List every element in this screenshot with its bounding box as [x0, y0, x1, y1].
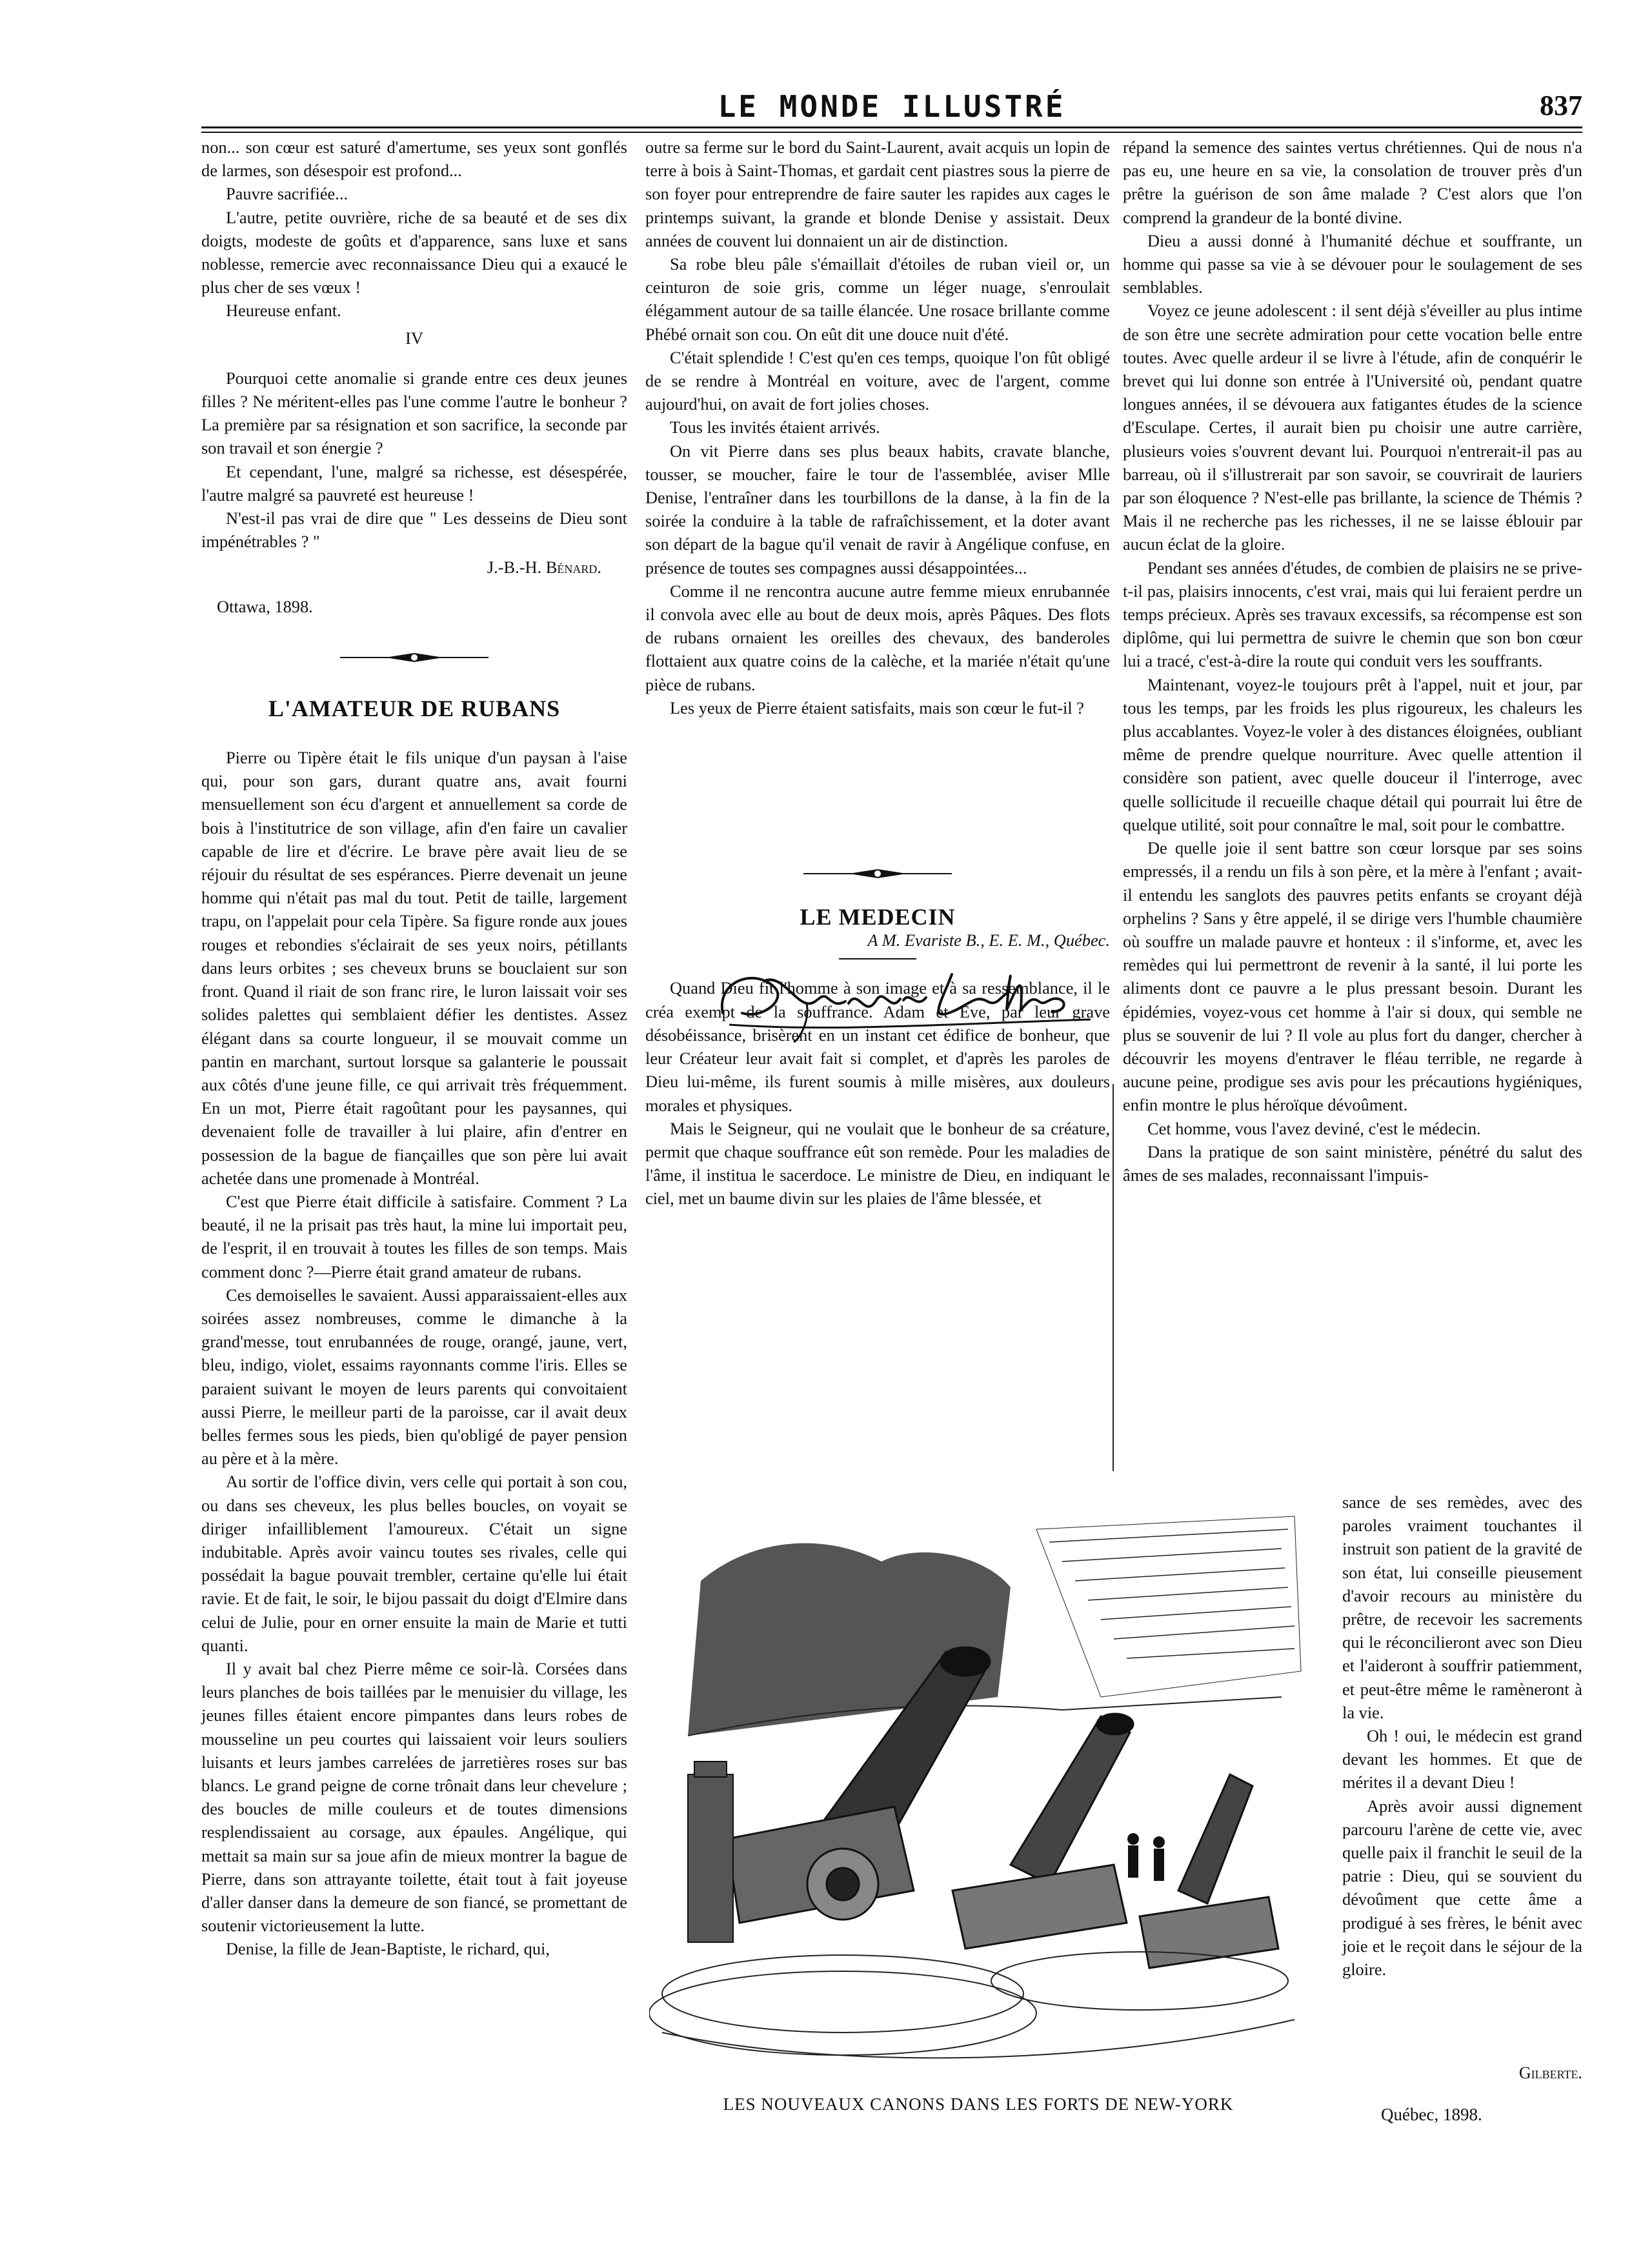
paragraph: non... son cœur est saturé d'amertume, ses yeux sont gonflés de larmes, son désespoir est profond... [201, 137, 627, 181]
paragraph: Dieu a aussi donné à l'humanité déchue et souffrante, un homme qui passe sa vie à se dévouer pour le soulagement de ses semblables. [1123, 230, 1582, 297]
page-number: 837 [1540, 90, 1582, 121]
paragraph: Sa robe bleu pâle s'émaillait d'étoiles de ruban vieil or, un ceinturon de soie gris, comme un léger nuage, s'enroulait élégamment autour de sa taille élancée. Une rosace brillante comme Phébé ornait son cou. On eût dit une douce nuit d'été. [645, 254, 1110, 344]
paragraph: Mais le Seigneur, qui ne voulait que le bonheur de sa créature, permit que chaque souffrance eût son remède. Pour les maladies de l'âme, il institua le sacerdoce. Le ministre de Dieu, en indiquant le ciel, met un baume divin sur les plaies de l'âme blessée, et [645, 1118, 1110, 1209]
section-title: L'AMATEUR DE RUBANS [268, 695, 561, 721]
cannon-engraving-icon [649, 1503, 1307, 2084]
paragraph: Oh ! oui, le médecin est grand devant les hommes. Et que de mérites il a devant Dieu ! [1342, 1726, 1582, 1792]
column-2 [645, 136, 1110, 1210]
paragraph: Dans la pratique de son saint ministère, pénétré du salut des âmes de ses malades, reconnaissant l'impuis- [1123, 1141, 1582, 1185]
header-rule-thick [201, 126, 1582, 128]
paragraph: Quand Dieu fit l'homme à son image et à sa ressemblance, il le créa exempt de la souffrance. Adam et Eve, par leur grave désobéissance, brisèrent en un instant cet édifice de bonheur, que leur Créateur leur avait fait si complet, et d'après les paroles de Dieu lui-même, ils furent soumis à mille misères, aux douleurs morales et physiques. [645, 978, 1110, 1115]
illustration-caption: LES NOUVEAUX CANONS DANS LES FORTS DE NEW-YORK [723, 2094, 1234, 2114]
paragraph: Après avoir aussi dignement parcouru l'arène de cette vie, avec quelle paix il franchit le seuil de la patrie : Dieu, qui se souvient du dévoûment que cette âme a prodigué à ses frères, le bénit avec joie et le reçoit dans le séjour de la gloire. [1342, 1796, 1582, 1980]
paragraph: Maintenant, voyez-le toujours prêt à l'appel, nuit et jour, par tous les temps, par les froids les plus rigoureux, les chaleurs les plus accablantes. Voyez-le voler à des distances éloignées, oubliant même de prendre quelque nourriture. Avec quelle attention il considère son patient, avec quelle douceur il l'interroge, avec quelle sollicitude il recueille chaque détail qui pourrait lui être de quelque utilité, soit pour connaître le mal, soit pour le combattre. [1123, 674, 1582, 834]
paragraph: Pauvre sacrifiée... [226, 184, 348, 204]
autograph-signature-icon [703, 942, 1103, 1045]
page-header [201, 89, 1582, 130]
paragraph: Pierre ou Tipère était le fils unique d'un paysan à l'aise qui, pour son gars, durant quatre ans, avait fourni mensuellement son écu d'argent et annuellement sa corde de bois à l'institutrice de son village, afin d'en faire un cavalier capable de lire et d'écrire. Le brave père avait lieu de se réjouir du résultat de ses espérances. Pierre devenait un jeune homme qui n'était pas mal du tout. Petit de taille, largement trapu, on l'appelait pour cela Tipère. Sa figure ronde aux joues rouges et rebondies s'éclairait de ses yeux noirs, pétillants dans leurs orbites ; ses cheveux bruns se bouclaient sur son front. Quand il riait de son franc rire, le luron laissait voir ses solides palettes qui semblaient défier les dentistes. Assez élégant dans sa courte longueur, il se mouvait comme un pantin en marchant, surtout lorsque sa galanterie le poussait aux côtés d'une jeune fille, ce qui arrivait très fréquemment. En un mot, Pierre était ragoûtant pour les paysannes, qui devenaient folle de travailler à lui plaire, afin d'entrer en possession de la bague de fiançailles que son père lui avait achetée dans une promenade à Montréal. [201, 748, 627, 1188]
paragraph: C'est que Pierre était difficile à satisfaire. Comment ? La beauté, il ne la prisait pas très haut, la mine lui importait peu, de l'esprit, il en trouvait à toutes les filles de son temps. Mais comment donc ?—Pierre était grand amateur de rubans. [201, 1191, 627, 1281]
author-signature: Gilberte. [1518, 2063, 1582, 2082]
paragraph: Et cependant, l'une, malgré sa richesse, est désespérée, l'autre malgré sa pauvreté est heureuse ! [201, 461, 627, 505]
column-1 [201, 136, 627, 1961]
dateline: Québec, 1898. [1381, 2105, 1482, 2124]
paragraph: Denise, la fille de Jean-Baptiste, le richard, qui, [226, 1939, 550, 1959]
dedication: A M. Evariste B., E. E. M., Québec. [867, 930, 1110, 950]
paragraph: sance de ses remèdes, avec des paroles vraiment touchantes il instruit son patient de la gravité de son état, lui conseille pieusement d'avoir recours au ministère du prêtre, de recevoir les sacrements qui le réconcilieront avec son Dieu et l'aideront à souffrir patiemment, et peut-être même le ramèneront à la vie. [1342, 1492, 1582, 1722]
paragraph: Pourquoi cette anomalie si grande entre ces deux jeunes filles ? Ne méritent-elles pas l'une comme l'autre le bonheur ? La première par sa résignation et son sacrifice, la seconde par son travail et son énergie ? [201, 368, 627, 458]
chapter-numeral: IV [405, 328, 423, 348]
dateline: Ottawa, 1898. [217, 596, 313, 616]
column-rule [1113, 1084, 1114, 1471]
header-rule-thin [201, 132, 1582, 133]
section-title: LE MEDECIN [800, 904, 956, 930]
paragraph: outre sa ferme sur le bord du Saint-Laurent, avait acquis un lopin de terre à bois à Saint-Thomas, et gardait cent piastres sous la pierre de son foyer pour entreprendre de faire sauter les rapides aux cages le printemps suivant, la grande et blonde Denise y assistait. Deux années de couvent lui donnaient un air de distinction. [645, 137, 1110, 250]
paragraph: Cet homme, vous l'avez deviné, c'est le médecin. [1147, 1118, 1481, 1138]
paragraph: Il y avait bal chez Pierre même ce soir-là. Corsées dans leurs planches de bois taillées par le menuisier du village, les jeunes filles étaient encore pimpantes dans leurs robes de mousseline un peu courtes qui laissaient voir leurs souliers luisants et leurs jambes carrelées de jarretières roses sur bas blancs. Le grand peigne de corne trônait dans leur chevelure ; des boucles de mille couleurs et de toutes dimensions resplendissaient au corsage, aux épaules. Angélique, qui mettait sa main sur sa joue afin de mieux montrer la bague de Pierre, dans son attrayante toilette, était tout à fait joyeuse d'aller danser dans la demeure de son fiancé, se promettant de soutenir victorieusement la lutte. [201, 1658, 627, 1936]
newspaper-title: LE MONDE ILLUSTRÉ [718, 89, 1066, 124]
paragraph: répand la semence des saintes vertus chrétiennes. Qui de nous n'a pas eu, une heure en sa vie, la consolation de trouver près d'un prêtre la guérison de son âme malade ? C'est alors que l'on comprend la grandeur de la bonté divine. [1123, 137, 1582, 227]
paragraph: Ces demoiselles le savaient. Aussi apparaissaient-elles aux soirées assez nombreuses, comme le dimanche à la grand'messe, tout enrubannées de rouge, orangé, jaune, vert, bleu, indigo, violet, essaims rayonnants comme l'iris. Elles se paraient suivant le moyen de leurs parents qui convoitaient aussi Pierre, le meilleur parti de la paroisse, car il avait deux belles fermes sous les pieds, bien qu'obligé de payer pension au père et à la mère. [201, 1285, 627, 1469]
paragraph: Pendant ses années d'études, de combien de plaisirs ne se prive-t-il pas, plaisirs innocents, c'est vrai, mais qui lui feraient perdre un temps précieux. Après ses travaux excessifs, sa récompense est son diplôme, qui lui permettra de suivre le chemin que son bon cœur lui a tracé, c'est-à-dire la route qui conduit vers les souffrants. [1123, 557, 1582, 671]
paragraph: N'est-il pas vrai de dire que " Les desseins de Dieu sont impénétrables ? " [201, 508, 627, 552]
paragraph: Au sortir de l'office divin, vers celle qui portait à son cou, ou dans ses cheveux, les plus belles boucles, on voyait se diriger infailliblement l'amoureux. C'était un signe indubitable. Après avoir vaincu toutes ses rivales, celle qui possédait la bague pouvait trembler, certaine qu'elle lui était ravie. Et de fait, le soir, le bijou passait du doigt d'Elmire dans celui de Julie, pour en orner ensuite la main de Marie et tutti quanti. [201, 1472, 627, 1655]
paragraph: L'autre, petite ouvrière, riche de sa beauté et de ses dix doigts, modeste de goûts et d'apparence, sans luxe et sans noblesse, remercie avec reconnaissance Dieu qui a exaucé le plus cher de ses vœux ! [201, 207, 627, 297]
paragraph: De quelle joie il sent battre son cœur lorsque par ses soins empressés, il a rendu un fils à son père, et la mère à l'enfant ; avait-il entendu les sanglots des pauvres petits enfants se croyant déjà orphelins ? Sans y être appelé, il se dirige vers l'humble chaumière où souffre un malade pauvre et honteux : il s'informe, et, avec les remèdes qui lui permettront de revenir à la santé, il lui porte les aliments dont ce pauvre a le plus pressant besoin. Durant les épidémies, voyez-vous cet homme à l'air si doux, qui semble ne plus se souvenir de lui ? Il vole au plus fort du danger, chercher à découvrir les moyens d'entraver le fléau terrible, ne regarde à aucune peine, prodigue ses avis pour les précautions hygiéniques, enfin montre le plus héroïque dévoûment. [1123, 838, 1582, 1115]
ornament-divider-icon [340, 652, 489, 663]
author-signature: J.-B.-H. Bénard. [487, 557, 601, 577]
paragraph: Tous les invités étaient arrivés. [670, 417, 880, 437]
paragraph: Comme il ne rencontra aucune autre femme mieux enrubannée il convola avec elle au bout de deux mois, après Pâques. Des flots de rubans ornaient les oreilles des chevaux, des banderoles flottaient aux quatre coins de la calèche, et la mariée n'était qu'une pièce de rubans. [645, 581, 1110, 694]
paragraph: Voyez ce jeune adolescent : il sent déjà s'éveiller au plus intime de son être une secrète admiration pour cette vocation belle entre toutes. Avec quelle ardeur il se livre à l'étude, afin de conquérir le brevet qui lui donne son entrée à l'Université où, pendant quatre longues années, il se dévouera aux fatigantes études de la science d'Esculape. Certes, il aurait bien pu choisir une autre carrière, plusieurs voies s'ouvrent devant lui. Pourquoi n'entrerait-il pas au barreau, où il s'illustrerait par son savoir, se couvrirait de lauriers par son éloquence ? N'est-elle pas brillante, la science de Thémis ? Mais il ne recherche pas les richesses, il ne se laisse éblouir par aucun éclat de la gloire. [1123, 301, 1582, 554]
paragraph: Heureuse enfant. [226, 301, 341, 321]
column-3 [1123, 136, 1582, 1187]
column-3-narrow [1342, 1491, 1582, 1981]
paragraph: Les yeux de Pierre étaient satisfaits, mais son cœur le fut-il ? [670, 698, 1084, 718]
paragraph: C'était splendide ! C'est qu'en ces temps, quoique l'on fût obligé de se rendre à Montréal en voiture, avec de l'argent, comme aujourd'hui, on avait de fort jolies choses. [645, 347, 1110, 414]
ornament-divider-icon [803, 868, 952, 879]
paragraph: On vit Pierre dans ses plus beaux habits, cravate blanche, tousser, se moucher, faire le tour de l'assemblée, aviser Mlle Denise, l'entraîner dans les tourbillons de la danse, à la fin de la soirée la conduire à la table de rafraîchissement, et la doter avant son départ de la bague qu'il venait de ravir à Angélique confuse, en présence de toutes ses compagnes aussi désappointées... [645, 441, 1110, 577]
